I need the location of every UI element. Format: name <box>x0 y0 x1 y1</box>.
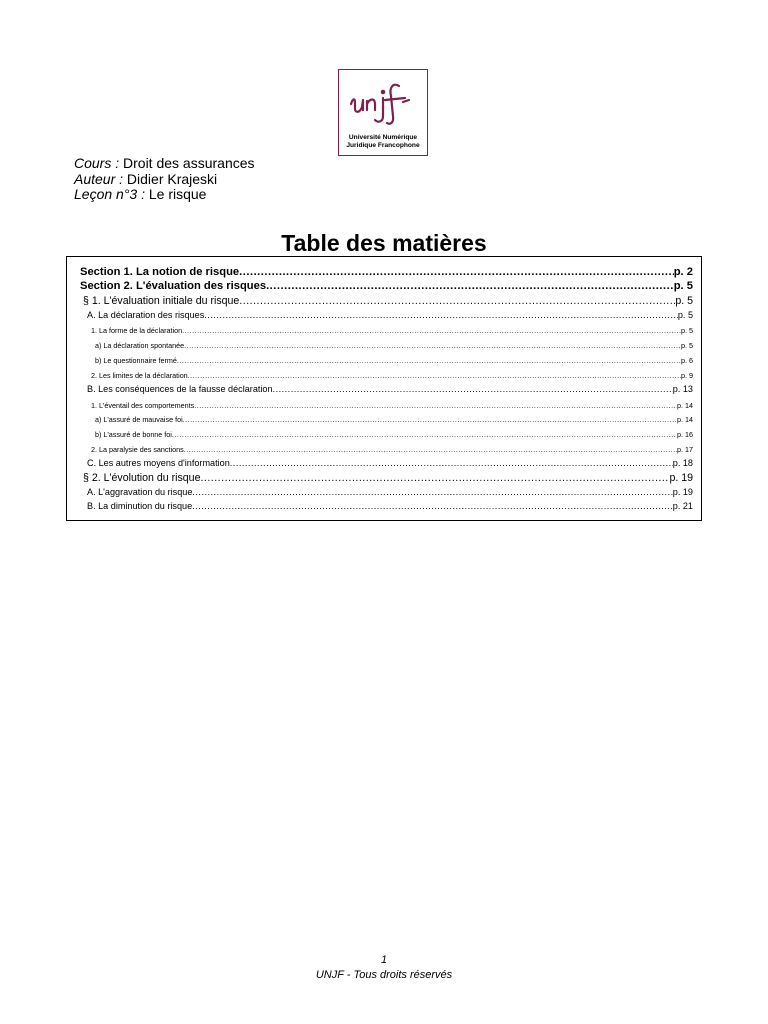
page-title: Table des matières <box>281 230 487 256</box>
toc-entry-label: 2. Les limites de la déclaration <box>91 371 188 380</box>
toc-entry-a-declaration[interactable] <box>87 310 693 320</box>
toc-entry-2-paralysie[interactable] <box>91 445 693 454</box>
toc-entry-label: B. La diminution du risque <box>87 501 193 511</box>
toc-entry-label: b) L'assuré de bonne foi <box>95 430 172 439</box>
toc-entry-page: p. 17 <box>677 445 693 454</box>
course-meta <box>74 156 255 203</box>
unjf-monogram-icon <box>343 76 423 128</box>
toc-entry-paragraph-2[interactable] <box>83 472 693 484</box>
logo-line-1: Université Numérique <box>348 134 418 141</box>
toc-entry-page: p. 5 <box>681 326 693 335</box>
toc-entry-b-consequences[interactable] <box>87 384 693 394</box>
toc-entry-label: C. Les autres moyens d'information <box>87 458 230 468</box>
toc-entry-page: p. 16 <box>677 430 693 439</box>
toc-entry-label: a) La déclaration spontanée <box>95 341 185 350</box>
toc-entry-page: p. 5 <box>675 295 693 307</box>
author-label: Auteur : <box>74 170 124 187</box>
toc-entry-a-aggravation[interactable] <box>87 487 693 497</box>
toc-entry-label: B. Les conséquences de la fausse déclaration <box>87 384 273 394</box>
table-of-contents <box>66 256 702 521</box>
toc-entry-label: 1. L'éventail des comportements <box>91 401 195 410</box>
toc-entry-page: p. 19 <box>669 472 693 484</box>
footer-page-number: 1 <box>380 954 388 966</box>
toc-entry-b-diminution[interactable] <box>87 501 693 511</box>
lesson-row <box>74 187 255 203</box>
toc-entry-page: p. 21 <box>672 501 693 511</box>
footer-copyright: UNJF - Tous droits réservés <box>315 969 453 981</box>
author-value: Didier Krajeski <box>126 170 218 187</box>
toc-entry-a-spontanee[interactable] <box>95 341 693 350</box>
logo-caption <box>339 134 427 150</box>
toc-entry-label: Section 2. L'évaluation des risques <box>80 280 267 292</box>
toc-entry-page: p. 13 <box>672 384 693 394</box>
course-value: Droit des assurances <box>123 155 255 171</box>
toc-entry-page: p. 19 <box>672 487 693 497</box>
toc-entry-page: p. 2 <box>673 266 693 278</box>
toc-entry-label: a) L'assuré de mauvaise foi <box>95 415 183 424</box>
toc-entry-a-mauvaise-foi[interactable] <box>95 415 693 424</box>
toc-entry-label: 1. La forme de la déclaration <box>91 326 183 335</box>
unjf-logo <box>338 69 428 156</box>
toc-entry-label: A. La déclaration des risques <box>87 310 205 320</box>
lesson-value: Le risque <box>148 186 207 202</box>
toc-entry-page: p. 6 <box>681 356 693 365</box>
toc-entry-section-1[interactable] <box>80 266 693 278</box>
toc-entry-page: p. 14 <box>677 401 693 410</box>
toc-entry-section-2[interactable] <box>80 280 693 292</box>
toc-entry-2-limites[interactable] <box>91 371 693 380</box>
author-row <box>74 172 255 188</box>
logo-line-2: Juridique Francophone <box>346 142 420 149</box>
toc-entry-label: § 2. L'évolution du risque <box>83 472 201 484</box>
toc-entry-page: p. 5 <box>677 310 693 320</box>
toc-entry-label: b) Le questionnaire fermé <box>95 356 177 365</box>
lesson-label: Leçon n°3 : <box>74 186 145 202</box>
toc-entry-1-forme[interactable] <box>91 326 693 335</box>
toc-entry-page: p. 5 <box>673 280 693 292</box>
course-row <box>74 156 255 172</box>
toc-entry-page: p. 14 <box>677 415 693 424</box>
toc-entry-paragraph-1[interactable] <box>83 295 693 307</box>
toc-entry-label: 2. La paralysie des sanctions <box>91 445 184 454</box>
toc-entry-b-bonne-foi[interactable] <box>95 430 693 439</box>
toc-entry-c-autres-moyens[interactable] <box>87 458 693 468</box>
toc-entry-label: A. L'aggravation du risque <box>87 487 193 497</box>
toc-entry-page: p. 5 <box>681 341 693 350</box>
toc-entry-page: p. 18 <box>672 458 693 468</box>
toc-entry-page: p. 9 <box>681 371 693 380</box>
toc-entry-b-questionnaire[interactable] <box>95 356 693 365</box>
toc-entry-label: Section 1. La notion de risque <box>80 266 240 278</box>
course-label: Cours : <box>74 155 120 171</box>
toc-entry-1-eventail[interactable] <box>91 401 693 410</box>
toc-entry-label: § 1. L'évaluation initiale du risque <box>83 295 240 307</box>
